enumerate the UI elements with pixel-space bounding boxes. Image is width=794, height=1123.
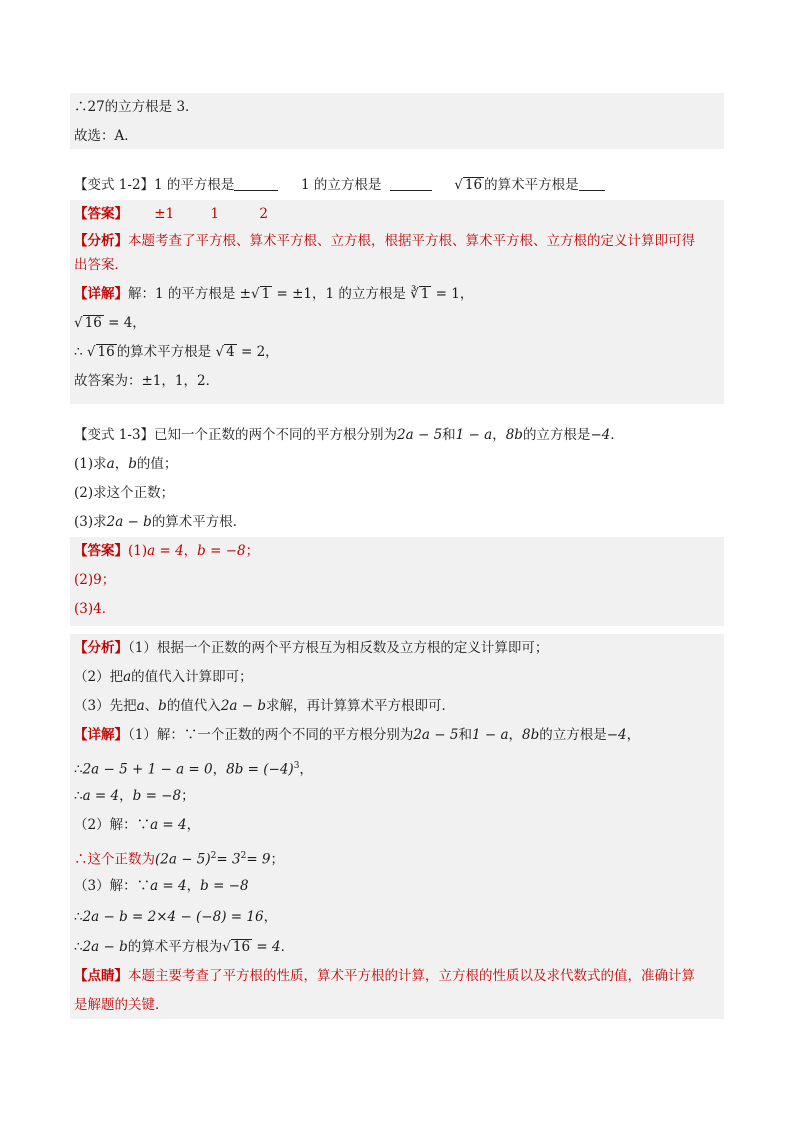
subquestion-2: (2)求这个正数； [74, 485, 175, 501]
radicand: 16 [84, 315, 102, 331]
sqrt-symbol: √ [222, 939, 231, 955]
radicand: 1 [261, 286, 271, 302]
math-expr: a = 4 [150, 878, 187, 894]
sqrt-symbol: √ [250, 286, 260, 302]
variant-tag: 【变式 1-2】 [74, 177, 155, 193]
variant-tag: 【变式 1-3】 [74, 427, 155, 443]
radicand: 16 [464, 177, 483, 193]
math-expr: (2a − 5) [155, 851, 211, 868]
answer-blank-3 [579, 176, 605, 191]
math-expr: 2a − 5 [397, 427, 443, 443]
math-expr: a = 4 [150, 817, 187, 833]
analysis-text: 的值代入 [166, 698, 221, 714]
answer-3: (3)4． [74, 601, 116, 617]
detail-tag: 【详解】 [74, 727, 128, 743]
math-expr: 8b [505, 427, 523, 443]
detail-tag: 【详解】 [74, 286, 128, 302]
detail-text: 的立方根是 [539, 727, 607, 743]
punct: ， [626, 727, 641, 743]
detail-text: （3）解：∵ [74, 878, 151, 894]
math-expr: 2a − b [220, 698, 266, 714]
subquestion-text: 的值； [136, 456, 178, 472]
sqrt-symbol: √ [86, 344, 96, 360]
question-part-3: 的算术平方根是 [484, 177, 579, 193]
radicand: 4 [226, 344, 235, 360]
punct: ； [245, 543, 260, 559]
analysis-tag: 【分析】 [74, 233, 128, 249]
analysis-line-1: （1）根据一个正数的两个平方根互为相反数及立方根的定义计算即可； [128, 640, 549, 656]
math-expr: 2a − b = 2×4 − (−8) = 16 [82, 909, 264, 925]
detail-text: 的算术平方根为 [127, 939, 223, 955]
stem-text: 已知一个正数的两个不同的平方根分别为 [154, 427, 398, 443]
math-expr: b = −8 [197, 543, 246, 559]
exponent: 2 [210, 851, 217, 861]
punct: ， [212, 761, 227, 778]
detail-text: ∴这个正数为 [74, 851, 155, 868]
math-var: b [128, 456, 137, 472]
math-expr: 1 − a [471, 727, 509, 743]
detail-text: 和 [458, 727, 472, 743]
analysis-text: 求解，再计算算术平方根即可． [266, 698, 455, 714]
stem-text: 和 [442, 427, 456, 443]
detail-text: 的算术平方根是 [116, 344, 212, 360]
math-expr: = 9 [246, 851, 271, 868]
analysis-line-2: （2）把 [74, 669, 124, 685]
answer-tag: 【答案】 [74, 543, 128, 559]
answer-blank-1 [234, 176, 278, 191]
detail-text: = 2， [240, 344, 279, 360]
punct: ． [280, 939, 295, 955]
punct: ， [299, 761, 313, 778]
stem-text: ． [610, 427, 624, 443]
final-answer-line: 故答案为：±1，1，2． [74, 373, 220, 389]
analysis-line-3: （3）先把 [74, 698, 137, 714]
math-expr: 2a − 5 + 1 − a = 0 [82, 761, 213, 778]
punct: ； [270, 851, 285, 868]
math-expr: 2a − b [82, 939, 128, 955]
variant-1-2-solution [70, 200, 724, 404]
math-expr: 1 − a [455, 427, 493, 443]
analysis-text: 的值代入计算即可； [131, 669, 253, 685]
answer-blank-2 [390, 176, 432, 191]
answer-1: (1) [128, 543, 148, 559]
punct: ， [119, 788, 133, 804]
conclusion-line: ∴27的立方根是 3． [74, 99, 199, 115]
math-var: a [106, 456, 115, 472]
punct: ， [114, 456, 129, 472]
comment-text-cont: 是解题的关键． [74, 997, 169, 1013]
math-expr: = 3 [216, 851, 241, 868]
exponent: 2 [240, 851, 247, 861]
punct: ， [186, 817, 201, 833]
cbrt-symbol: ∛ [410, 286, 419, 302]
exponent: 3 [293, 761, 300, 771]
punct: ； [181, 788, 195, 804]
sqrt-symbol: √ [215, 344, 225, 360]
therefore: ∴ [74, 939, 83, 955]
math-expr: 8b = (−4) [226, 761, 294, 778]
detail-text: （1）解：∵一个正数的两个不同的平方根分别为 [128, 727, 414, 743]
question-part-1: 1 的平方根是 [154, 177, 235, 193]
punct: ， [508, 727, 523, 743]
math-expr: a = 4 [82, 788, 120, 804]
sqrt-symbol: √ [454, 177, 463, 193]
radicand: 1 [420, 286, 430, 302]
variant-1-3-question [70, 421, 724, 537]
math-expr: b = −8 [200, 878, 249, 894]
punct: ， [183, 543, 198, 559]
math-var: b [158, 698, 167, 714]
math-expr: a = 4 [147, 543, 184, 559]
punct: ， [186, 878, 201, 894]
analysis-text: 本题考查了平方根、算术平方根、立方根，根据平方根、算术平方根、立方根的定义计算即可得 [128, 233, 695, 249]
answer-tag: 【答案】 [74, 206, 128, 222]
comment-tag: 【点睛】 [74, 968, 128, 984]
therefore: ∴ [74, 788, 83, 804]
therefore: ∴ [74, 761, 83, 778]
punct: 、 [144, 698, 159, 714]
question-part-2: 1 的立方根是 [301, 177, 382, 193]
sqrt-symbol: √ [74, 315, 83, 331]
math-expr: 8b [522, 727, 540, 743]
therefore: ∴ [74, 909, 83, 925]
variant-1-3-solution [70, 634, 724, 1019]
detail-text: 解：1 的平方根是 ± [128, 286, 251, 302]
math-expr: 2a − b [106, 514, 152, 530]
math-var: a [136, 698, 145, 714]
previous-solution-block [70, 93, 724, 149]
detail-text: （2）解：∵ [74, 817, 151, 833]
subquestion-text: 的算术平方根． [151, 514, 247, 530]
variant-1-3-answer [70, 537, 724, 626]
subquestion-3: (3)求 [74, 514, 107, 530]
answer-value-1: ±1 [154, 206, 175, 222]
radicand: 16 [232, 939, 251, 955]
math-expr: 2a − 5 [413, 727, 459, 743]
math-expr: b = −8 [132, 788, 182, 804]
punct: ， [263, 909, 278, 925]
variant-1-2-question [70, 171, 724, 200]
math-var: a [123, 669, 132, 685]
detail-text: = ±1，1 的立方根是 [276, 286, 406, 302]
detail-text: = 1， [435, 286, 474, 302]
radicand: 16 [97, 344, 115, 360]
answer-2: (2)9； [74, 572, 116, 588]
subquestion-1: (1)求 [74, 456, 107, 472]
analysis-tag: 【分析】 [74, 640, 128, 656]
comment-text: 本题主要考查了平方根的性质，算术平方根的计算，立方根的性质以及求代数式的值，准确计算 [128, 968, 695, 984]
choice-line: 故选：A． [74, 128, 138, 144]
detail-text: = 4， [108, 315, 146, 331]
stem-text: ， [492, 427, 506, 443]
math-expr: = 4 [256, 939, 281, 955]
answer-value-3: 2 [259, 206, 268, 222]
analysis-text-cont: 出答案． [74, 257, 128, 273]
answer-value-2: 1 [210, 206, 220, 222]
therefore: ∴ [74, 344, 83, 360]
stem-text: 的立方根是 [522, 427, 591, 443]
math-expr: −4 [590, 427, 611, 443]
math-expr: −4 [606, 727, 627, 743]
